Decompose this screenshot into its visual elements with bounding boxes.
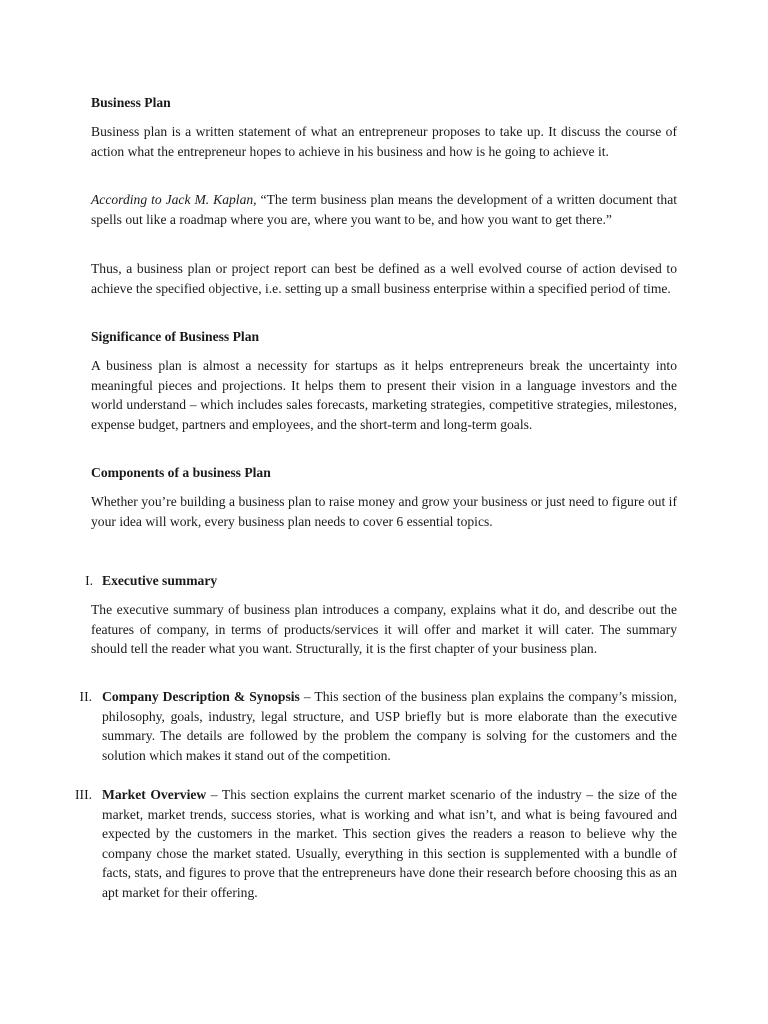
section-paragraph <box>102 785 677 902</box>
components-heading: Components of a business Plan <box>91 465 271 480</box>
section-numeral: III. <box>75 787 92 802</box>
section-heading: Executive summary <box>102 573 218 588</box>
document-title: Business Plan <box>91 95 171 110</box>
intro-paragraph: Business plan is a written statement of what an entrepreneur proposes to take up. It discuss the course of action what the entrepreneur hopes to achieve in his business and how is he going to achieve it. <box>91 124 677 159</box>
quote-attribution: According to Jack M. Kaplan, <box>91 192 257 207</box>
section-text: – This section explains the current market scenario of the industry – the size of the market, market trends, success stories, what is working and what isn’t, and what is being favoured and expected by the customers in the market. This section gives the readers a reason to believe why the company chose the market stated. Usually, everything in this section is supplemented with a bundle of facts, stats, and figures to prove that the entrepreneurs have done their research before choosing this as an apt market for their offering. <box>102 787 677 900</box>
section-text: – This section of the business plan explains the company’s mission, philosophy, goals, industry, legal structure, and USP briefly but is more elaborate than the executive summary. The details are followed by the problem the company is solving for the customers and the solution which makes it stand out of the competition. <box>102 689 677 763</box>
section-numeral: I. <box>85 573 93 588</box>
quote-paragraph <box>91 190 677 229</box>
section-heading: Company Description & Synopsis <box>102 689 300 704</box>
section-numeral: II. <box>79 689 92 704</box>
significance-paragraph: A business plan is almost a necessity for startups as it helps entrepreneurs break the uncertainty into meaningful pieces and projections. It helps them to present their vision in a language investors and the world understand – which includes sales forecasts, marketing strategies, competitive strategies, milestones, expense budget, partners and employees, and the short-term and long-term goals. <box>91 358 677 432</box>
section-paragraph <box>102 687 677 765</box>
definition-paragraph: Thus, a business plan or project report can best be defined as a well evolved course of action devised to achieve the specified objective, i.e. setting up a small business enterprise within a specified period of time. <box>91 261 677 296</box>
section-paragraph: The executive summary of business plan introduces a company, explains what it do, and describe out the features of company, in terms of products/services it will offer and market it will cater. The summary should tell the reader what you want. Structurally, it is the first chapter of your business plan. <box>91 602 677 656</box>
quote-text: “The term business plan means the development of a written document that spells out like a roadmap where you are, where you want to be, and how you want to get there.” <box>91 192 678 227</box>
components-intro-paragraph: Whether you’re building a business plan to raise money and grow your business or just need to figure out if your idea will work, every business plan needs to cover 6 essential topics. <box>91 494 677 529</box>
significance-heading: Significance of Business Plan <box>91 329 260 344</box>
section-heading: Market Overview <box>102 787 207 802</box>
